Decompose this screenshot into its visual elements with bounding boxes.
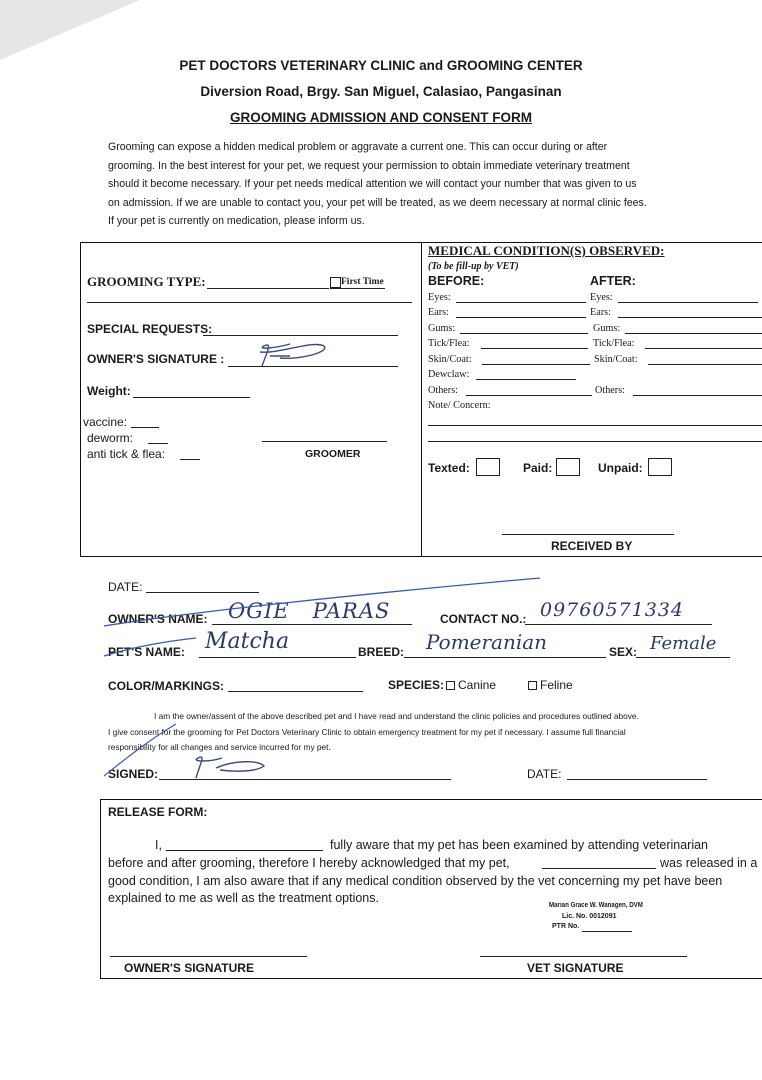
species-label: SPECIES: [388, 678, 445, 692]
before-ears-field[interactable] [456, 317, 586, 318]
pet-name-field[interactable] [199, 657, 356, 658]
before-heading: BEFORE: [428, 274, 485, 288]
after-ears-label: Ears: [590, 307, 611, 318]
note-concern-label: Note/ Concern: [428, 400, 491, 411]
release-i: I, [155, 838, 162, 852]
intro-line: should it become necessary. If your pet needs medical attention we will contact your number that was given to us [108, 178, 637, 191]
before-eyes-label: Eyes: [428, 292, 451, 303]
before-others-label: Others: [428, 385, 458, 396]
owner-name-value: OGIE PARAS [228, 599, 391, 623]
after-gums-field[interactable] [625, 333, 762, 334]
form-title: GROOMING ADMISSION AND CONSENT FORM [230, 110, 532, 125]
owner-name-label: OWNER'S NAME: [108, 612, 208, 626]
consent-line: I am the owner/assent of the above described pet and I have read and understand the clinic policies and procedures outlined above. [154, 711, 639, 721]
box-divider [421, 242, 422, 556]
breed-field[interactable] [404, 657, 606, 658]
contact-value: 09760571334 [540, 599, 684, 621]
intro-line: on admission. If we are unable to contact you, your pet will be treated, as we deem necessary at normal clinic fees. [108, 196, 647, 209]
consent-text [108, 709, 718, 756]
special-requests-label: SPECIAL REQUESTS: [87, 322, 213, 336]
after-eyes-label: Eyes: [590, 292, 613, 303]
anti-tick-label: anti tick & flea: [87, 447, 166, 461]
note-line-1[interactable] [428, 425, 762, 426]
color-markings-label: COLOR/MARKINGS: [108, 679, 224, 693]
before-skin-label: Skin/Coat: [428, 354, 472, 365]
before-tick-label: Tick/Flea: [428, 338, 470, 349]
texted-checkbox[interactable] [476, 458, 500, 476]
signed-scribble [186, 750, 272, 782]
intro-line: grooming. In the best interest for your pet, we request your permission to obtain immediate veterinary treatment [108, 159, 630, 172]
first-time-underline [330, 288, 385, 289]
weight-field[interactable] [133, 397, 250, 398]
grooming-type-label: GROOMING TYPE: [87, 274, 206, 289]
vet-sig-label: VET SIGNATURE [527, 961, 624, 975]
pet-name-value: Matcha [205, 629, 290, 654]
before-ears-label: Ears: [428, 307, 449, 318]
before-others-field[interactable] [466, 395, 592, 396]
before-skin-field[interactable] [482, 364, 590, 365]
before-eyes-field[interactable] [456, 302, 586, 303]
groomer-label: GROOMER [305, 448, 361, 460]
intro-paragraph [108, 138, 718, 231]
vet-ptr-field[interactable] [582, 931, 632, 932]
check-stroke-2 [100, 636, 200, 660]
release-line2: before and after grooming, therefore I hereby acknowledged that my pet, [108, 856, 510, 870]
after-heading: AFTER: [590, 274, 636, 288]
after-others-field[interactable] [633, 395, 762, 396]
intro-line: Grooming can expose a hidden medical problem or aggravate a current one. This can occur during or after [108, 141, 608, 153]
vet-sig-line[interactable] [480, 956, 687, 957]
release-line4: explained to me as well as the treatment options. [108, 891, 379, 905]
note-line-2[interactable] [428, 441, 762, 442]
sex-value: Female [650, 633, 717, 654]
unpaid-checkbox[interactable] [648, 458, 672, 476]
after-gums-label: Gums: [593, 323, 621, 334]
groomer-sign-line[interactable] [262, 441, 387, 442]
check-stroke-3 [100, 720, 180, 780]
owner-sig-label: OWNER'S SIGNATURE [124, 961, 254, 975]
owner-signature-scribble [250, 336, 340, 376]
after-others-label: Others: [595, 385, 625, 396]
after-tick-label: Tick/Flea: [593, 338, 635, 349]
anti-tick-field[interactable] [180, 459, 200, 460]
unpaid-label: Unpaid: [598, 461, 643, 475]
breed-label: BREED: [358, 645, 405, 659]
release-name-field[interactable] [166, 850, 323, 851]
clinic-address: Diversion Road, Brgy. San Miguel, Calasiao, Pangasinan [200, 84, 562, 99]
breed-value: Pomeranian [426, 630, 548, 654]
before-dewclaw-label: Dewclaw: [428, 369, 470, 380]
date-label: DATE: [108, 580, 143, 594]
received-by-label: RECEIVED BY [551, 539, 633, 553]
grooming-type-field[interactable] [207, 288, 329, 289]
vet-lic: Lic. No. 0012091 [562, 913, 617, 920]
feline-checkbox[interactable] [528, 681, 537, 690]
color-markings-field[interactable] [228, 691, 363, 692]
medical-title: MEDICAL CONDITION(S) OBSERVED: [428, 243, 665, 258]
before-dewclaw-field[interactable] [476, 379, 576, 380]
first-time-label: First Time [341, 277, 384, 287]
first-time-checkbox[interactable] [330, 277, 341, 288]
vaccine-label: vaccine: [83, 415, 128, 429]
consent-line: I give consent for the grooming for Pet Doctors Veterinary Clinic to obtain emergency treatment for my pet if necessary. I assume full financial [108, 726, 626, 737]
intro-line: If your pet is currently on medication, please inform us. [108, 215, 365, 228]
page-curl [0, 0, 140, 60]
consent-line: responsibility for all changes and service incurred for my pet. [108, 742, 331, 752]
owner-sig-line[interactable] [110, 956, 307, 957]
after-skin-label: Skin/Coat: [594, 354, 638, 365]
release-line2-end: was released in a [660, 856, 758, 870]
sex-field[interactable] [636, 657, 730, 658]
deworm-label: deworm: [87, 431, 134, 445]
pet-name-label: PET'S NAME: [108, 645, 185, 659]
paid-checkbox[interactable] [556, 458, 580, 476]
release-line3: good condition, I am also aware that if any medical condition observed by the vet concerning my pet have been [108, 874, 723, 888]
contact-field[interactable] [525, 624, 712, 625]
vet-name: Marian Grace W. Wanagen, DVM [549, 902, 643, 909]
clinic-name: PET DOCTORS VETERINARY CLINIC and GROOMING CENTER [179, 58, 583, 73]
release-box [100, 799, 762, 979]
canine-checkbox[interactable] [446, 681, 455, 690]
owner-signature-label: OWNER'S SIGNATURE : [87, 352, 225, 366]
signed-date-field[interactable] [567, 779, 707, 780]
sex-label: SEX: [609, 645, 638, 659]
before-gums-field[interactable] [460, 333, 588, 334]
before-gums-label: Gums: [428, 323, 456, 334]
after-eyes-field[interactable] [618, 302, 758, 303]
before-tick-field[interactable] [481, 348, 588, 349]
feline-label: Feline [540, 678, 573, 692]
after-skin-field[interactable] [648, 364, 762, 365]
medical-subtitle: (To be fill-up by VET) [428, 261, 519, 272]
deworm-field[interactable] [148, 443, 168, 444]
received-by-line[interactable] [502, 534, 674, 535]
signed-label: SIGNED: [108, 767, 159, 781]
grooming-type-line2[interactable] [87, 302, 412, 303]
contact-label: CONTACT NO.: [440, 612, 527, 626]
after-ears-field[interactable] [618, 317, 762, 318]
release-title: RELEASE FORM: [108, 805, 208, 819]
signed-date-label: DATE: [527, 767, 562, 781]
paid-label: Paid: [523, 461, 553, 475]
weight-label: Weight: [87, 384, 131, 398]
vaccine-field[interactable] [131, 427, 159, 428]
texted-label: Texted: [428, 461, 470, 475]
release-pet-field[interactable] [542, 868, 656, 869]
release-line1: fully aware that my pet has been examined by attending veterinarian [330, 838, 709, 852]
vet-ptr: PTR No. [552, 923, 580, 930]
after-tick-field[interactable] [645, 348, 762, 349]
canine-label: Canine [458, 678, 497, 692]
